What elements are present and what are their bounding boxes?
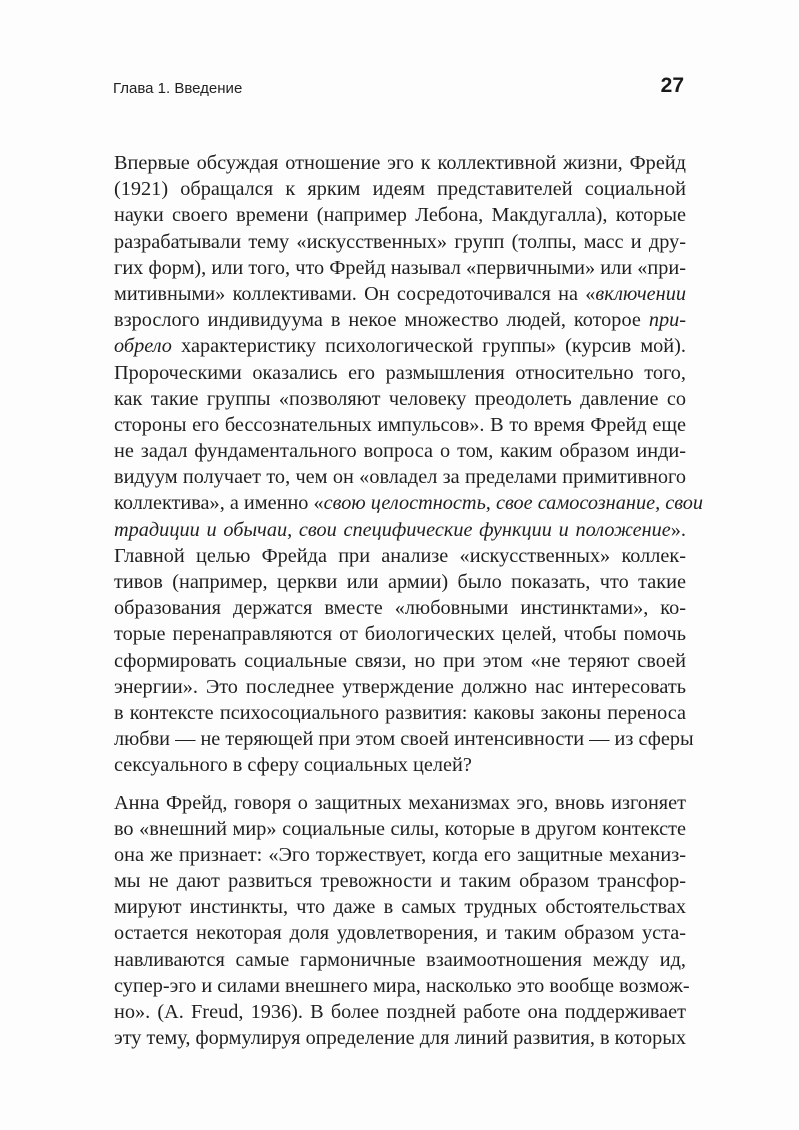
text-line [114,868,686,894]
text-run: Впервые обсуждая отношение эго к коллективной жизни, Фрейд [114,152,686,174]
text-line [114,202,686,228]
text-run: (1921) обращался к ярким идеям представителей социальной [114,178,686,201]
paragraph-2 [114,790,690,1052]
text-line [114,648,686,674]
text-line [114,229,686,255]
text-line [114,700,686,726]
text-line [114,281,686,307]
text-run: но». (A. Freud, 1936). В более поздней работе она поддерживает [114,1001,686,1023]
text-line [114,595,686,621]
text-line [114,947,686,973]
text-line [114,438,686,464]
text-run: мируют инстинкты, что даже в самых трудных обстоятельствах [114,896,686,919]
text-run: мы не дают развиться тревожности и таким образом трансфор- [114,870,686,893]
text-line [114,176,686,202]
italic-run: свою целостность, свое самосознание, свои [323,492,704,515]
text-line [114,790,686,816]
text-line [114,999,686,1025]
text-run: во «внешний мир» социальные силы, которые в другом контексте [114,817,686,840]
text-run: гих форм), или того, что Фрейд называл «первичными» или «при- [114,256,686,279]
running-head: Глава 1. Введение [113,80,243,97]
text-run: торые перенаправляются от биологических целей, чтобы помочь [114,623,686,646]
text-run: взрослого индивидуума в некое множество людей, которое [114,309,649,332]
text-run: супер-эго и силами внешнего мира, насколько это вообще возмож- [114,974,690,997]
text-line [114,973,690,999]
text-line [114,333,686,359]
text-run: характеристику психологической группы» (курсив мой). [171,335,686,358]
text-run: навливаются самые гармоничные взаимоотношения между ид, [114,948,686,971]
text-run: видуум получает то, чем он «овладел за пределами примитивного [114,466,686,489]
text-run: митивными» коллективами. Он сосредоточивался на « [114,282,596,305]
text-run: ». [670,518,686,541]
text-run: не задал фундаментального вопроса о том, каким образом инди- [114,440,686,463]
text-line [114,920,686,946]
text-run: сформировать социальные связи, но при этом «не теряют своей [114,649,686,672]
text-line [114,569,686,595]
italic-run: при- [648,309,686,332]
text-line [114,386,686,412]
text-run: эту тему, формулируя определение для линий развития, в которых [114,1027,686,1050]
text-run: образования держатся вместе «любовными инстинктами», ко- [114,597,686,620]
text-line [114,543,686,569]
text-run: она же признает: «Эго торжествует, когда его защитные механиз- [114,843,686,866]
paragraph-1 [114,150,704,779]
text-line [114,490,704,516]
text-run: Пророческими оказались его размышления относительно того, [114,361,686,384]
italic-run: обрело [114,335,172,358]
text-run: коллектива», а именно « [114,492,324,515]
text-line [114,464,686,490]
text-run: остается некоторая доля удовлетворения, и таким образом уста- [114,922,686,945]
italic-run: включении [595,282,686,305]
text-line [114,674,686,700]
text-run: тивов (например, церкви или армии) было показать, что такие [114,571,686,593]
text-line [114,816,686,842]
body-text [114,150,704,1051]
text-run: сексуального в сферу социальных целей? [114,754,472,777]
text-run: стороны его бессознательных импульсов». В то время Фрейд еще [114,413,686,436]
text-line [114,1025,686,1051]
text-line [114,517,686,543]
text-run: разрабатывали тему «искусственных» групп (толпы, масс и дру- [114,230,686,253]
text-line [114,307,686,333]
text-run: Главной целью Фрейда при анализе «искусственных» коллек- [114,544,686,567]
text-line [114,621,686,647]
page-number: 27 [660,74,684,97]
text-line [114,412,686,438]
text-run: как такие группы «позволяют человеку преодолеть давление со [114,387,686,410]
text-line [114,360,686,386]
text-line [114,726,694,752]
text-run: науки своего времени (например Лебона, Макдугалла), которые [114,204,686,227]
italic-run: традиции и обычаи, свои специфические функции и положение [114,518,671,541]
text-run: любви — не теряющей при этом своей интенсивности — из сферы [114,728,694,751]
text-line [114,255,686,281]
text-run: в контексте психосоциального развития: каковы законы переноса [114,701,686,724]
text-line [114,894,686,920]
text-line [114,150,686,176]
text-line [114,752,686,778]
text-run: энергии». Это последнее утверждение должно нас интересовать [114,675,686,698]
text-line [114,842,686,868]
text-run: Анна Фрейд, говоря о защитных механизмах эго, вновь изгоняет [114,791,686,814]
